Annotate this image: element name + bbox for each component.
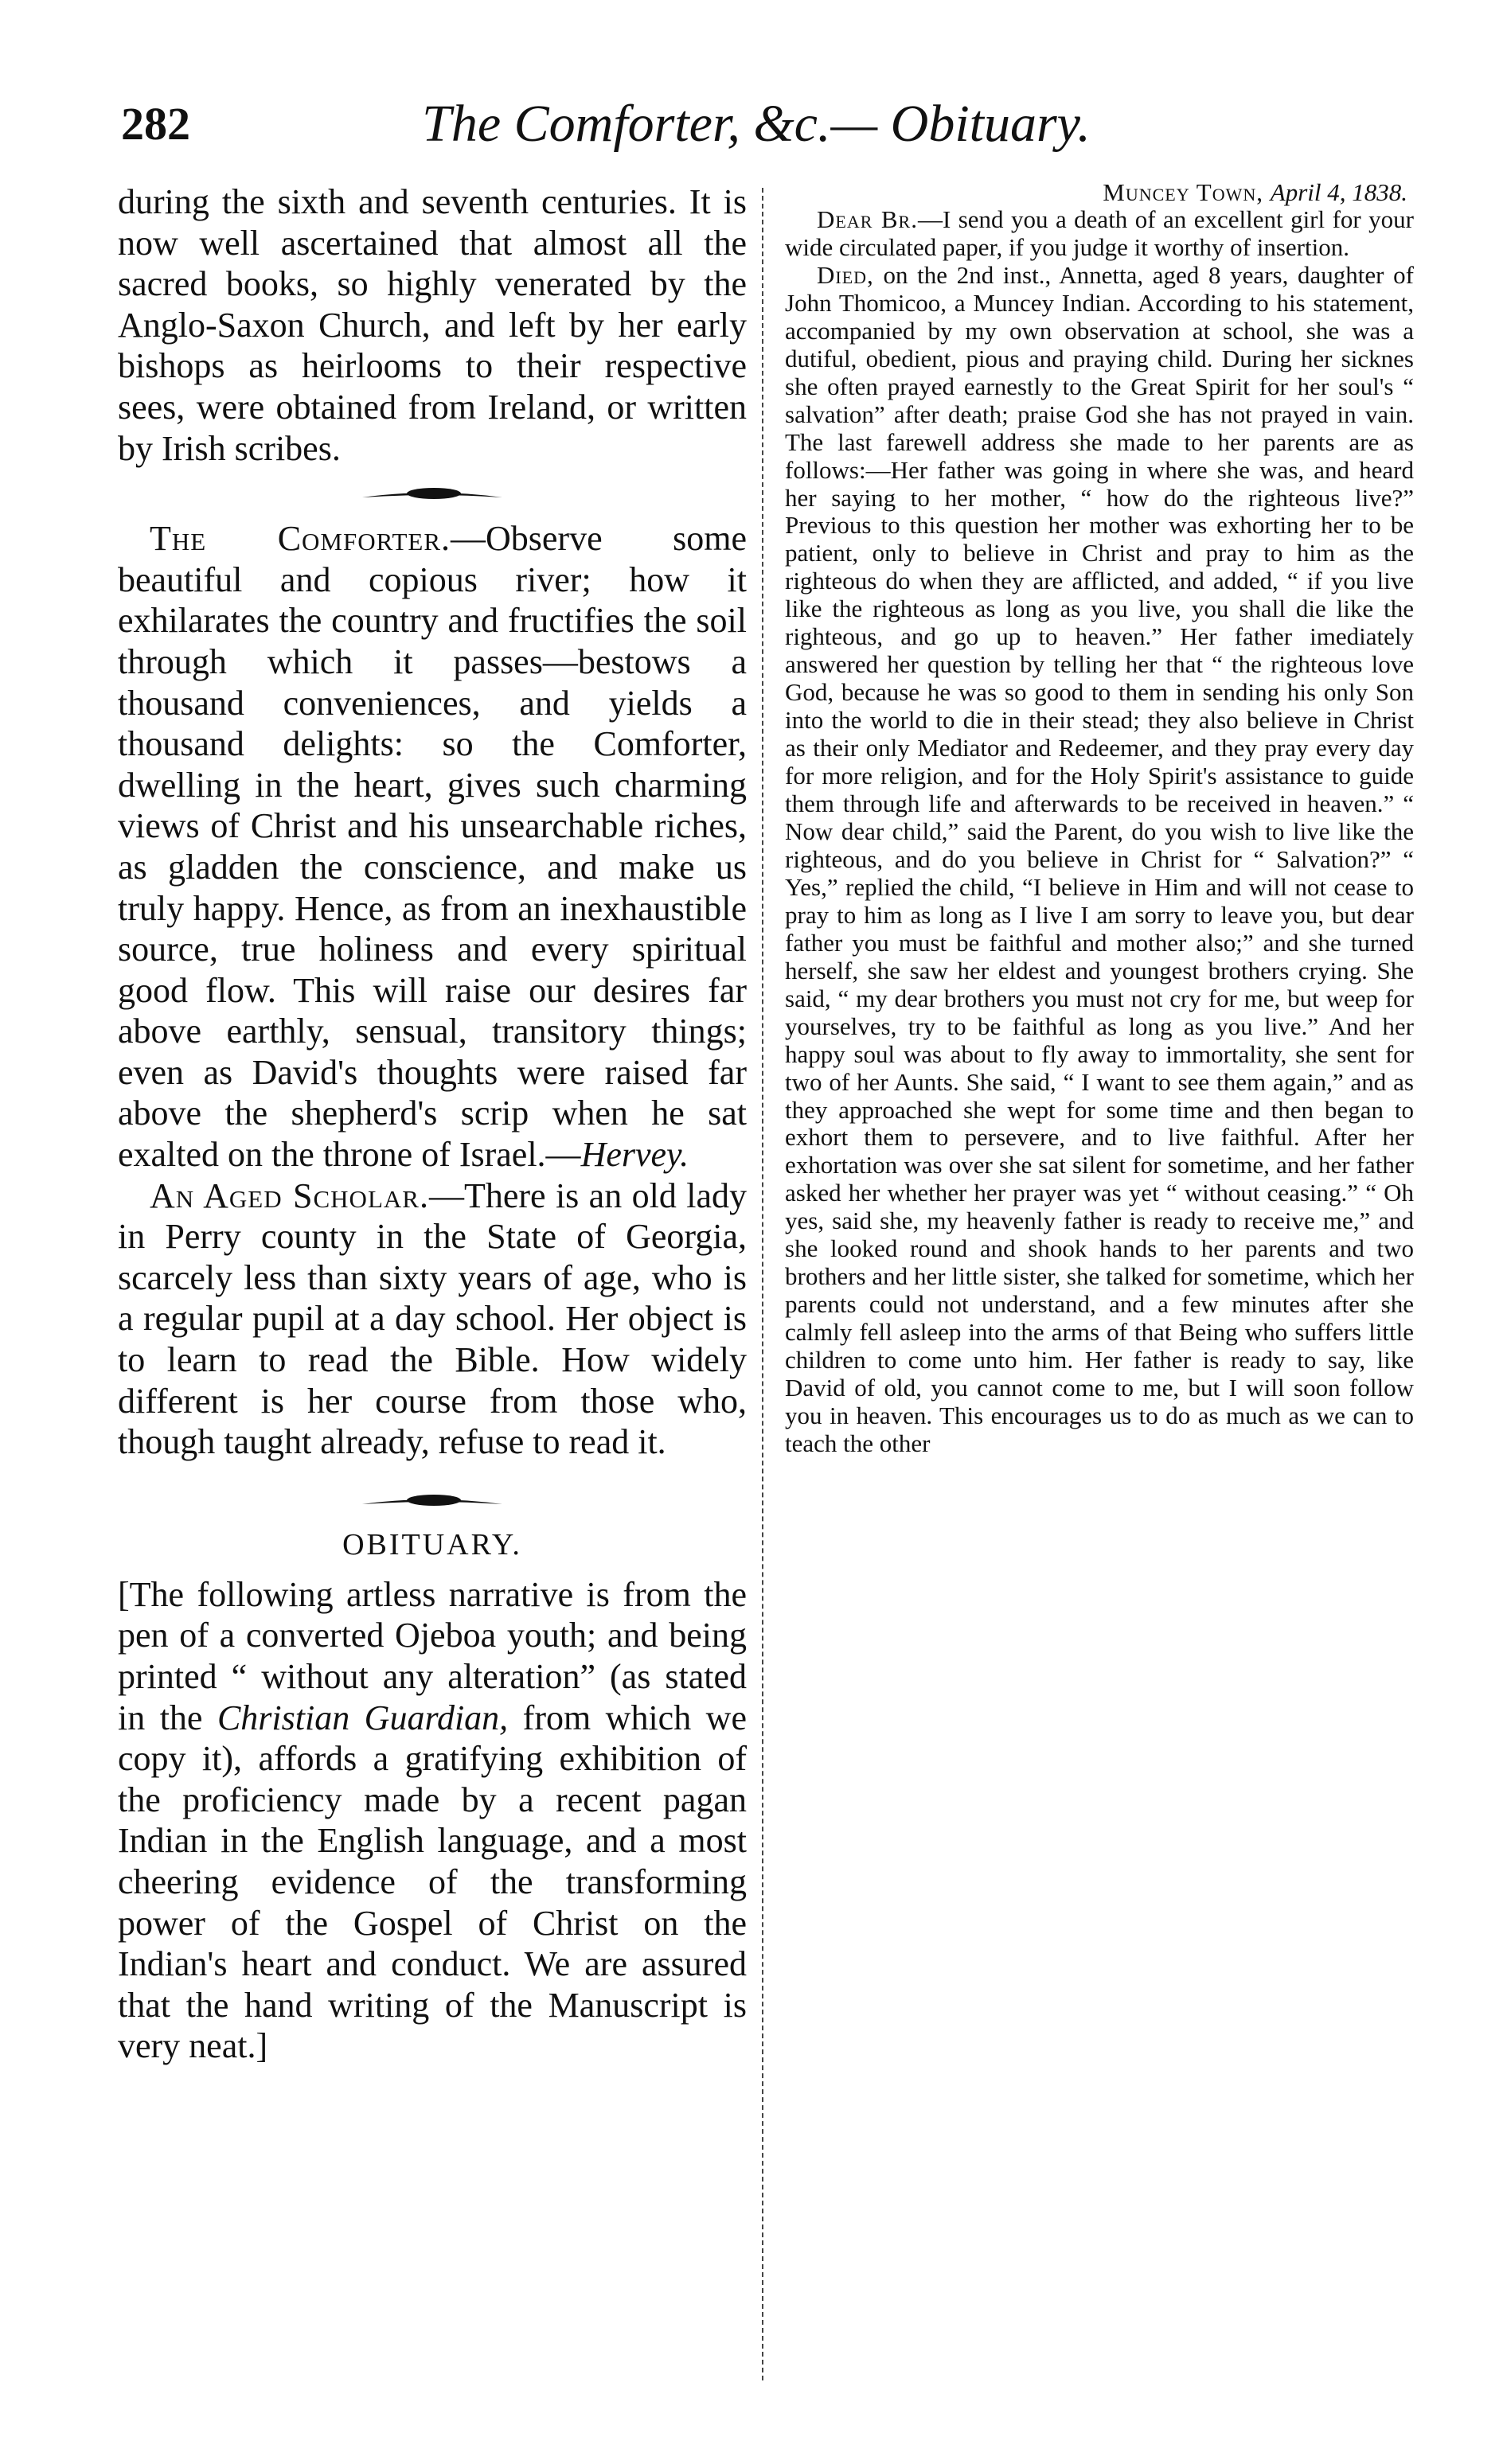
paragraph-text: —Observe some beautiful and copious river; how it exhilarates the country and fructifies the soil through which it passes—bestows a thousand conveniences, and yields a thousand delights: so the Comforter, dwelling in the heart, gives such charming views of Christ and his unsearchable riches, as gladden the conscience, and make us truly happy. Hence, as from an inexhaustible source, true holiness and every spiritual good flow. This will raise our desires far above earthly, sensual, transitory things; even as David's thoughts were raised far above the shepherd's scrip when he sat exalted on the throne of Israel.—	[118, 519, 747, 1175]
publication-name: Christian Guardian,	[217, 1698, 509, 1737]
paragraph-editor-note	[118, 1574, 747, 2067]
ornament-divider	[361, 1487, 504, 1515]
dateline-date: April 4, 1838.	[1270, 178, 1407, 206]
letter-salutation	[785, 206, 1414, 262]
section-title-comforter: The Comforter.	[150, 519, 451, 559]
left-column	[118, 181, 747, 2067]
paragraph-text: —I send you a death of an excellent girl for your wide circulated paper, if you judge it worthy of insertion.	[785, 205, 1414, 261]
ornament-divider	[361, 480, 504, 509]
obituary-body	[785, 262, 1414, 1458]
paragraph-text: from which we copy it), affords a gratifying exhibition of the proficiency made by a recent pagan Indian in the English language, and a most cheering evidence of the transforming power of the Gospel of Christ on the Indian's heart and conduct. We are assured that the hand writing of the Manuscript is very neat.]	[118, 1698, 747, 2066]
paragraph-text: —There is an old lady in Perry county in the State of Georgia, scarcely less than sixty years of age, who is a regular pupil at a day school. Her object is to learn to read the Bible. How widely different is her course from those who, though taught already, refuse to read it.	[118, 1175, 747, 1462]
paragraph-irish-scribes	[118, 181, 747, 469]
paragraph-comforter	[118, 518, 747, 1175]
obituary-heading: OBITUARY.	[342, 1527, 522, 1561]
right-column	[785, 178, 1414, 1458]
author-attribution: Hervey.	[580, 1135, 689, 1175]
dateline-place: Muncey Town,	[1103, 178, 1271, 206]
paragraph-text: during the sixth and seventh centuries. It is now well ascertained that almost all the sacred books, so highly venerated by the Anglo-Saxon Church, and left by her early bishops as heirlooms to their respective sees, were obtained from Ireland, or written by Irish scribes.	[118, 182, 747, 468]
page-header	[103, 88, 1409, 159]
section-title-aged-scholar: An Aged Scholar.	[150, 1175, 429, 1215]
died-label: Died,	[817, 260, 874, 289]
paragraph-text: on the 2nd inst., Annetta, aged 8 years, daughter of John Thomicoo, a Muncey Indian. According to his statement, accompanied by my own observation at school, she was a dutiful, obedient, pious and praying child. During her sicknes she often prayed earnestly to the Great Spirit for her soul's “ salvation” after death; praise God she has not prayed in vain. The last farewell address she made to her parents are as follows:—Her father was going in where she was, and heard her saying to her mother, “ how do the righteous live?” Previous to this question her mother was exhorting her to be patient, only to believe in Christ and pray to him as the righteous do when they are afflicted, and added, “ if you live like the righteous as long as you live, you shall die like the righteous, and go up to heaven.” Her father imediately answered her question by telling her that “ the righteous love God, because he was so good to them in sending his only Son into the world to die in their stead; they also believe in Christ as their only Mediator and Redeemer, and they pray every day for more religion, and for the Holy Spirit's assistance to guide them through life and afterwards to be received in heaven.” “ Now dear child,” said the Parent, do you wish to live like the righteous, and do you believe in Christ for “ Salvation?” “ Yes,” replied the child, “I believe in Him and will not cease to pray to him as long as I live I am sorry to leave you, but dear father you must be faithful and mother also;” and she turned herself, she saw her eldest and youngest brothers crying. She said, “ my dear brothers you must not cry for me, but weep for yourselves, try to be faithful as long as you live.” And her happy soul was about to fly away to immortality, she sent for two of her Aunts. She said, “ I want to see them again,” and as they approached she wept for some time and then began to exhort them to persevere, and to live faithful. After her exhortation was over she sat silent for sometime, and her father asked her whether her prayer was yet “ without ceasing.” “ Oh yes, said she, my heavenly father is ready to receive me,” and she looked round and shook hands to her parents and two brothers and her little sister, she talked for sometime, which her parents could not understand, and a few minutes after she calmly fell asleep into the arms of that Being who suffers little children to come unto him. Her father is ready to say, like David of old, you cannot come to me, but I will soon follow you in heaven. This encourages us to do as much as we can to teach the other	[785, 260, 1414, 1457]
paragraph-text: [The following artless narrative is from the pen of a converted Ojeboa youth; and being printed “ without any alteration” (as stated in the	[118, 1574, 747, 1737]
page-number: 282	[121, 98, 190, 150]
letter-dateline	[785, 178, 1414, 206]
paragraph-aged-scholar	[118, 1175, 747, 1463]
column-divider	[762, 188, 763, 2380]
salutation-label: Dear Br.	[817, 205, 918, 233]
running-head: The Comforter, &c.— Obituary.	[422, 95, 1091, 153]
